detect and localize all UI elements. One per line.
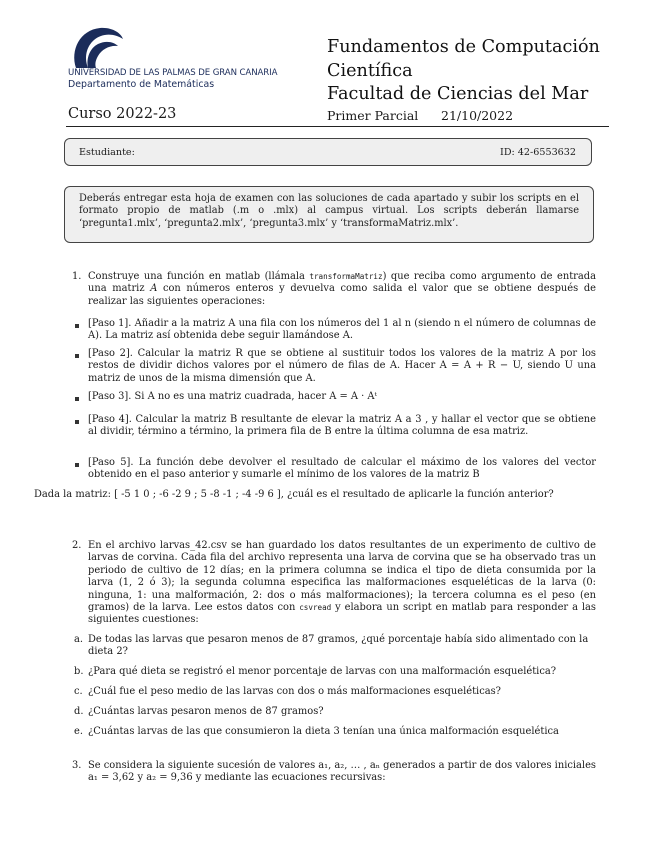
student-label: Estudiante:	[79, 147, 135, 158]
faculty-name: Facultad de Ciencias del Mar	[327, 84, 589, 104]
exam-date: 21/10/2022	[441, 108, 514, 123]
step-4: [Paso 4]. Calcular la matriz B resultante de elevar la matriz A a 3 , y hallar el vector que se obtiene al dividir, término a término, la primera fila de B entre la última columna de esa matriz.	[88, 414, 596, 438]
question-1-prompt: Dada la matriz: [ -5 1 0 ; -6 -2 9 ; 5 -8 -1 ; -4 -9 6 ], ¿cuál es el resultado de aplicarle la función anterior?	[34, 489, 554, 500]
item-a: De todas las larvas que pesaron menos de 87 gramos, ¿qué porcentaje había sido alimentado con la dieta 2?	[88, 634, 589, 658]
step-3: [Paso 3]. Si A no es una matriz cuadrada, hacer A = A · Aᵗ	[88, 391, 377, 402]
header-title	[327, 36, 627, 107]
question-3	[34, 760, 598, 800]
bullet-icon	[75, 463, 79, 467]
university-name: UNIVERSIDAD DE LAS PALMAS DE GRAN CANARIA	[68, 68, 278, 78]
header-divider	[66, 126, 609, 127]
question-number: 3.	[72, 760, 82, 771]
exam-name: Primer Parcial	[327, 108, 419, 123]
question-intro: Construye una función en matlab (llámala transformaMatriz) que reciba como argumento de entrada una matriz A con números enteros y devuelva como salida el valor que se obtiene después de realizar las siguientes operaciones:	[88, 271, 597, 307]
step-1: [Paso 1]. Añadir a la matriz A una fila con los números del 1 al n (siendo n el número de columnas de A). La matriz así obtenida debe seguir llamándose A.	[88, 318, 596, 342]
department-name: Departamento de Matemáticas	[68, 79, 215, 90]
student-id: ID: 42-6553632	[500, 147, 576, 158]
bullet-icon	[75, 420, 79, 424]
item-label: b.	[74, 666, 84, 677]
item-label: d.	[74, 706, 84, 717]
item-label: c.	[74, 686, 83, 697]
item-e: ¿Cuántas larvas de las que consumieron la dieta 3 tenían una única malformación esquelética	[88, 726, 559, 737]
function-name: csvread	[299, 603, 332, 613]
bullet-icon	[75, 397, 79, 401]
university-logo	[66, 24, 296, 94]
item-b: ¿Para qué dieta se registró el menor porcentaje de larvas con una malformación esquelética?	[88, 666, 557, 677]
function-name: transformaMatriz	[309, 272, 383, 281]
question-intro: En el archivo larvas_42.csv se han guardado los datos resultantes de un experimento de cultivo de larvas de corvina. Cada fila del archivo representa una larva de corvina que se ha observado tras un periodo de cultivo de 12 días; en la primera columna se indica el tipo de dieta consumida por la larva (1, 2 ó 3); la segunda columna especifica las malformaciones esqueléticas de la larva (0: ninguna, 1: una malformación, 2: dos o más malformaciones); la tercera columna es el peso (en gramos) de la larva. Lee estos datos con csvread y elabora un script en matlab para responder a las siguientes cuestiones:	[88, 540, 596, 626]
item-c: ¿Cuál fue el peso medio de las larvas con dos o más malformaciones esqueléticas?	[88, 686, 501, 697]
bullet-icon	[75, 324, 79, 328]
step-5: [Paso 5]. La función debe devolver el resultado de calcular el máximo de los valores del vector obtenido en el paso anterior y sumarle el mínimo de los valores de la matriz B	[88, 457, 596, 481]
student-box	[64, 138, 592, 166]
item-label: e.	[74, 726, 83, 737]
course-title: Fundamentos de Computación Científica	[327, 37, 600, 81]
university-logo-icon	[66, 24, 126, 70]
course-year: Curso 2022-23	[68, 106, 177, 122]
question-2	[34, 540, 598, 740]
question-1	[34, 271, 598, 521]
step-2: [Paso 2]. Calcular la matriz R que se obtiene al sustituir todos los valores de la matriz A por los restos de dividir dichos valores por el número de filas de A. Hacer A = A + R − U, siendo U una matriz de unos de la misma dimensión que A.	[88, 348, 596, 384]
question-number: 2.	[72, 540, 82, 551]
bullet-icon	[75, 354, 79, 358]
item-label: a.	[74, 634, 84, 645]
instructions-box: Deberás entregar esta hoja de examen con las soluciones de cada apartado y subir los scripts en el formato propio de matlab (.m o .mlx) al campus virtual. Los scripts deberán llamarse ‘pregunta1.mlx’, ‘pregunta2.mlx’, ‘pregunta3.mlx’ y ‘transformaMatriz.mlx’.	[64, 186, 594, 243]
item-d: ¿Cuántas larvas pesaron menos de 87 gramos?	[88, 706, 324, 717]
question-intro: Se considera la siguiente sucesión de valores a₁, a₂, … , aₙ generados a partir de dos valores iniciales a₁ = 3,62 y a₂ = 9,36 y mediante las ecuaciones recursivas:	[88, 760, 596, 784]
question-number: 1.	[72, 271, 82, 282]
